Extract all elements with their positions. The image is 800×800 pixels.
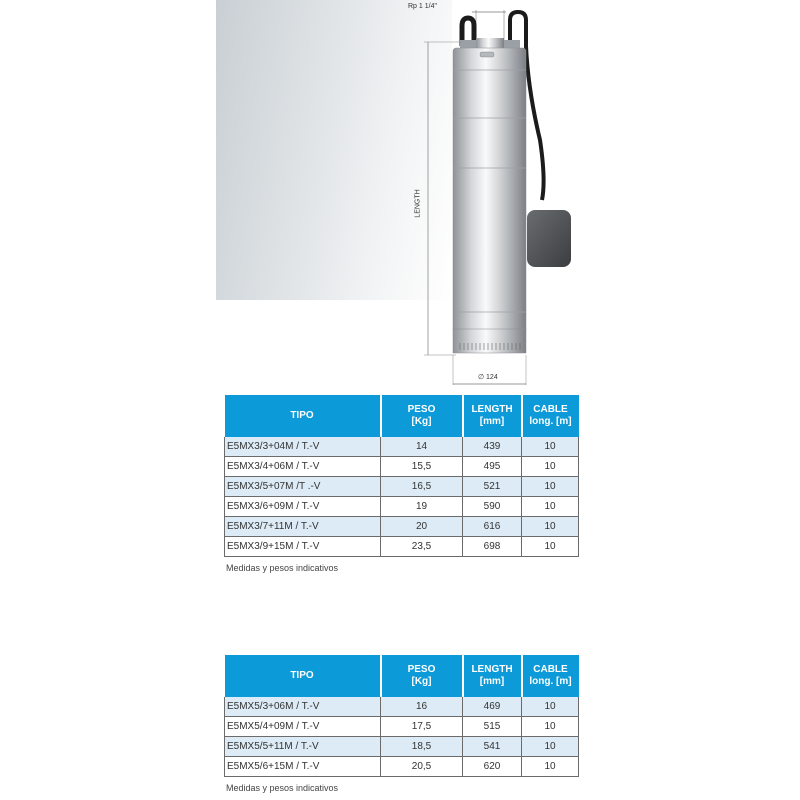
cell-cable: 10: [522, 737, 579, 757]
cell-cable: 10: [522, 757, 579, 777]
outlet-size-label: Rp 1 1/4": [408, 3, 437, 10]
cell-length: 590: [463, 497, 522, 517]
cell-cable: 10: [522, 437, 579, 457]
table-header-row: [225, 395, 579, 437]
cell-length: 495: [463, 457, 522, 477]
header-cable: CABLE long. [m]: [522, 655, 579, 697]
table-row: [225, 477, 579, 497]
submersible-pump-illustration: [400, 0, 600, 390]
cell-peso: 17,5: [381, 717, 463, 737]
cell-tipo: E5MX5/3+06M / T.-V: [225, 697, 381, 717]
cell-length: 469: [463, 697, 522, 717]
cell-peso: 15,5: [381, 457, 463, 477]
cell-length: 439: [463, 437, 522, 457]
table-footnote: Medidas y pesos indicativos: [226, 783, 339, 793]
spec-table-e5mx3: [224, 395, 579, 557]
table-row: [225, 457, 579, 477]
spec-table-e5mx5: [224, 655, 579, 777]
cell-peso: 19: [381, 497, 463, 517]
header-cable: CABLE long. [m]: [522, 395, 579, 437]
cell-length: 515: [463, 717, 522, 737]
cell-peso: 20,5: [381, 757, 463, 777]
cell-tipo: E5MX3/9+15M / T.-V: [225, 537, 381, 557]
cell-peso: 14: [381, 437, 463, 457]
cell-length: 698: [463, 537, 522, 557]
pump-figure: [400, 0, 600, 390]
table-row: [225, 537, 579, 557]
cell-tipo: E5MX5/5+11M / T.-V: [225, 737, 381, 757]
header-length: LENGTH [mm]: [463, 395, 522, 437]
cell-tipo: E5MX3/5+07M /T .-V: [225, 477, 381, 497]
cell-tipo: E5MX3/4+06M / T.-V: [225, 457, 381, 477]
cell-cable: 10: [522, 497, 579, 517]
length-dimension-label: LENGTH: [414, 189, 422, 218]
table-row: [225, 717, 579, 737]
cell-peso: 16: [381, 697, 463, 717]
cell-length: 541: [463, 737, 522, 757]
header-tipo: TIPO: [225, 395, 381, 437]
cell-cable: 10: [522, 517, 579, 537]
header-length: LENGTH [mm]: [463, 655, 522, 697]
cell-peso: 20: [381, 517, 463, 537]
diameter-label: ∅ 124: [478, 374, 498, 381]
cell-tipo: E5MX5/6+15M / T.-V: [225, 757, 381, 777]
cell-tipo: E5MX3/7+11M / T.-V: [225, 517, 381, 537]
table-header-row: [225, 655, 579, 697]
table-footnote: Medidas y pesos indicativos: [226, 563, 339, 573]
cell-tipo: E5MX5/4+09M / T.-V: [225, 717, 381, 737]
table-row: [225, 497, 579, 517]
header-peso: PESO [Kg]: [381, 655, 463, 697]
cell-length: 521: [463, 477, 522, 497]
table-row: [225, 697, 579, 717]
header-peso: PESO [Kg]: [381, 395, 463, 437]
header-tipo: TIPO: [225, 655, 381, 697]
cell-length: 620: [463, 757, 522, 777]
table-row: [225, 757, 579, 777]
cell-cable: 10: [522, 477, 579, 497]
cell-cable: 10: [522, 697, 579, 717]
cell-length: 616: [463, 517, 522, 537]
table-row: [225, 737, 579, 757]
cell-cable: 10: [522, 457, 579, 477]
cell-tipo: E5MX3/3+04M / T.-V: [225, 437, 381, 457]
table-row: [225, 437, 579, 457]
cell-cable: 10: [522, 537, 579, 557]
cell-cable: 10: [522, 717, 579, 737]
cell-tipo: E5MX3/6+09M / T.-V: [225, 497, 381, 517]
table-row: [225, 517, 579, 537]
cell-peso: 18,5: [381, 737, 463, 757]
cell-peso: 23,5: [381, 537, 463, 557]
cell-peso: 16,5: [381, 477, 463, 497]
